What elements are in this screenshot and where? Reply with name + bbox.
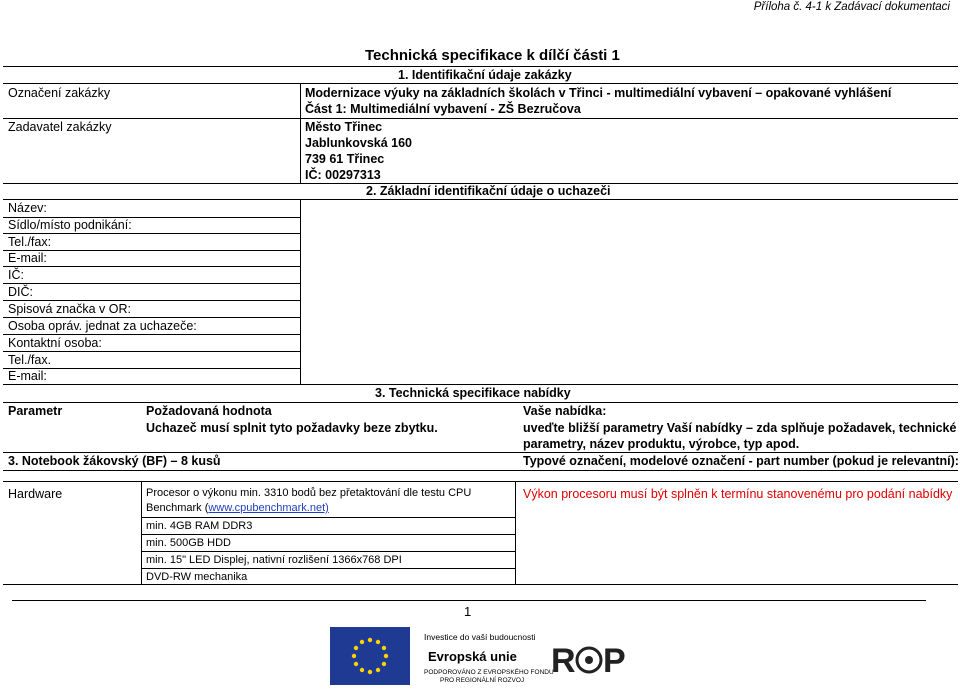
client-line: Město Třinec bbox=[305, 120, 383, 134]
fund-line2: PRO REGIONÁLNÍ ROZVOJ bbox=[440, 677, 525, 684]
bidder-field-label: Spisová značka v OR: bbox=[8, 302, 131, 316]
client-line: Jablunkovská 160 bbox=[305, 136, 413, 150]
divider bbox=[3, 334, 300, 335]
bidder-field-label: IČ: bbox=[8, 268, 24, 282]
eu-stars-icon bbox=[330, 627, 410, 685]
benchmark-prefix: Benchmark ( bbox=[146, 502, 209, 514]
bidder-field-label: E-mail: bbox=[8, 369, 47, 383]
divider bbox=[3, 351, 300, 352]
client-line: 739 61 Třinec bbox=[305, 152, 385, 166]
requirement-dvd: DVD-RW mechanika bbox=[146, 571, 248, 583]
offer-note-line1: uveďte bližší parametry Vaší nabídky – zda splňuje požadavek, technické bbox=[523, 421, 957, 435]
divider bbox=[3, 384, 958, 385]
attachment-note: Příloha č. 4-1 k Zadávací dokumentaci bbox=[753, 1, 950, 13]
divider-vertical bbox=[300, 83, 301, 183]
requirement-hdd: min. 500GB HDD bbox=[146, 537, 231, 549]
divider bbox=[141, 517, 515, 518]
item-title: 3. Notebook žákovský (BF) – 8 kusů bbox=[8, 454, 221, 468]
divider bbox=[3, 199, 958, 200]
row-label-hardware: Hardware bbox=[8, 487, 63, 501]
divider-vertical bbox=[515, 481, 516, 584]
requirement-cpu: Procesor o výkonu min. 3310 bodů bez přetaktování dle testu CPU bbox=[146, 487, 472, 499]
divider bbox=[3, 118, 958, 119]
column-parameter: Parametr bbox=[8, 404, 63, 418]
footer-rule bbox=[12, 600, 926, 601]
bidder-field-label: Sídlo/místo podnikání: bbox=[8, 218, 132, 232]
page-number: 1 bbox=[464, 604, 472, 619]
divider bbox=[3, 83, 958, 84]
divider bbox=[3, 66, 958, 67]
requirement-display: min. 15" LED Displej, nativní rozlišení 1366x768 DPI bbox=[146, 554, 402, 566]
invest-tagline: Investice do vaší budoucnosti bbox=[424, 632, 536, 642]
divider bbox=[3, 283, 300, 284]
divider bbox=[3, 481, 958, 482]
bidder-field-label: Název: bbox=[8, 201, 47, 215]
document-title: Technická specifikace k dílčí části 1 bbox=[365, 47, 620, 64]
section1-title: 1. Identifikační údaje zakázky bbox=[398, 68, 572, 82]
divider bbox=[3, 266, 300, 267]
label-client: Zadavatel zakázky bbox=[8, 120, 112, 134]
bidder-field-label: DIČ: bbox=[8, 285, 33, 299]
divider bbox=[141, 551, 515, 552]
requirement-ram: min. 4GB RAM DDR3 bbox=[146, 520, 253, 532]
column-your-offer: Vaše nabídka: bbox=[523, 404, 607, 418]
contract-name-line1: Modernizace výuky na základních školách v Třinci - multimediální vybavení – opakované vyhlášení bbox=[305, 86, 892, 100]
bidder-field-label: E-mail: bbox=[8, 251, 47, 265]
bidder-field-label: Osoba opráv. jednat za uchazeče: bbox=[8, 319, 197, 333]
rop-logo bbox=[549, 630, 629, 685]
divider bbox=[141, 568, 515, 569]
contract-name-line2: Část 1: Multimediální vybavení - ZŠ Bezručova bbox=[305, 102, 581, 116]
offer-note-line2: parametry, název produktu, výrobce, typ apod. bbox=[523, 437, 800, 451]
section3-title: 3. Technická specifikace nabídky bbox=[375, 386, 571, 400]
requirement-cpu-benchmark bbox=[146, 502, 329, 514]
item-offer-hint: Typové označení, modelové označení - part number (pokud je relevantní): bbox=[523, 454, 959, 468]
section2-title: 2. Základní identifikační údaje o uchazeči bbox=[366, 184, 611, 198]
offer-cpu-note: Výkon procesoru musí být splněn k termínu stanovenému pro podání nabídky bbox=[523, 487, 953, 501]
divider bbox=[3, 300, 300, 301]
rop-logo-icon bbox=[549, 630, 629, 685]
svg-text:P: P bbox=[603, 642, 626, 680]
bidder-field-label: Tel./fax. bbox=[8, 353, 52, 367]
cpubenchmark-link[interactable]: www.cpubenchmark.net) bbox=[208, 502, 329, 514]
eu-logo bbox=[330, 627, 410, 685]
required-note: Uchazeč musí splnit tyto požadavky beze zbytku. bbox=[146, 421, 438, 435]
column-required-value: Požadovaná hodnota bbox=[146, 404, 272, 418]
divider bbox=[3, 402, 958, 403]
eu-label: Evropská unie bbox=[428, 649, 517, 664]
client-line: IČ: 00297313 bbox=[305, 168, 381, 182]
fund-line1: PODPOROVÁNO Z EVROPSKÉHO FONDU bbox=[424, 669, 554, 676]
divider bbox=[141, 534, 515, 535]
divider bbox=[3, 233, 300, 234]
divider bbox=[3, 368, 300, 369]
divider bbox=[3, 250, 300, 251]
divider bbox=[3, 584, 958, 585]
label-contract-name: Označení zakázky bbox=[8, 86, 111, 100]
divider bbox=[3, 470, 958, 471]
svg-text:R: R bbox=[551, 642, 576, 680]
bidder-field-label: Kontaktní osoba: bbox=[8, 336, 102, 350]
divider-vertical bbox=[300, 199, 301, 384]
divider bbox=[3, 452, 958, 453]
bidder-field-label: Tel./fax: bbox=[8, 235, 52, 249]
divider bbox=[3, 317, 300, 318]
